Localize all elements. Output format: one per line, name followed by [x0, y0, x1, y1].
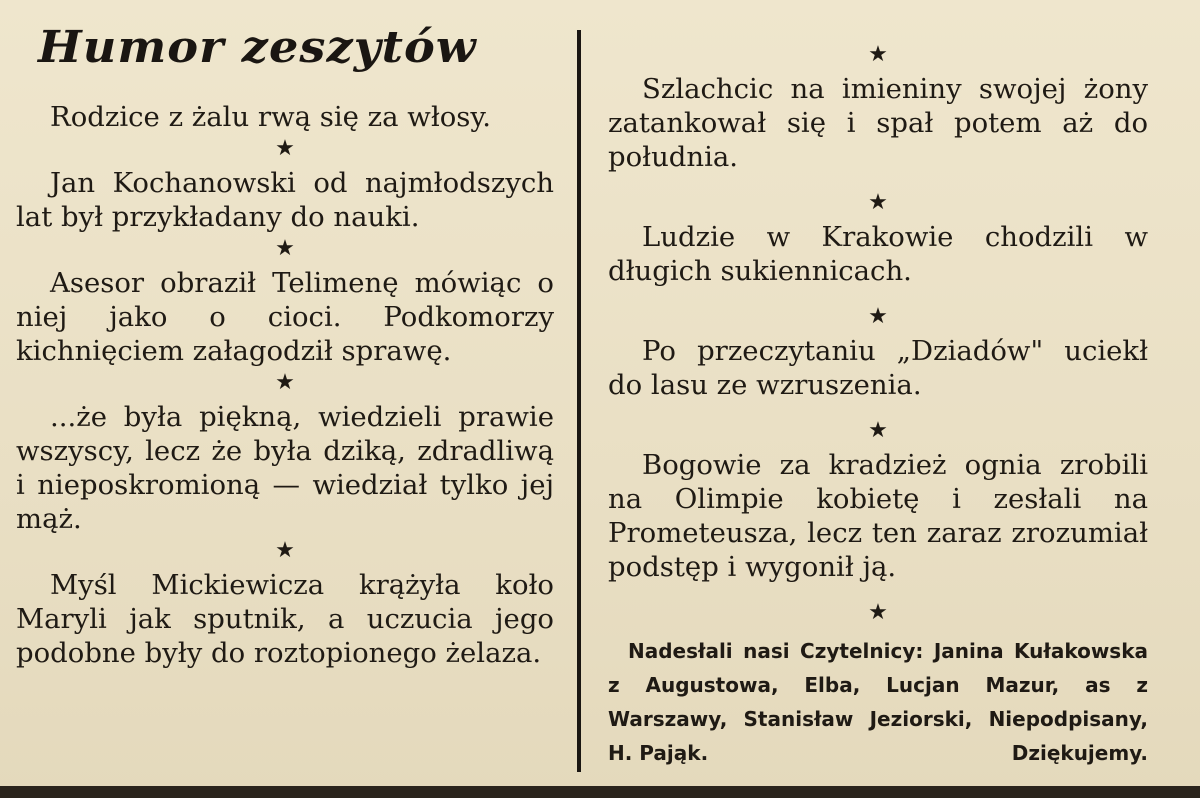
joke-paragraph: Szlachcic na imieniny swojej żony zatankował się i spał potem aż do południa.: [608, 73, 1148, 173]
bottom-border: [0, 786, 1200, 798]
star-separator: ★: [868, 42, 888, 67]
right-column: [608, 40, 1148, 770]
star-separator: ★: [275, 538, 295, 563]
joke-paragraph: Ludzie w Krakowie chodzili w długich sukiennicach.: [608, 221, 1148, 287]
star-separator: ★: [868, 190, 888, 215]
credits-thanks: Dziękujemy.: [1011, 741, 1148, 765]
joke-paragraph: Rodzice z żalu rwą się za włosy.: [50, 101, 492, 133]
star-separator: ★: [275, 370, 295, 395]
joke-paragraph: Bogowie za kradzież ognia zrobili na Olimpie kobietę i zesłali na Prometeusza, lecz ten zaraz zrozumiał podstęp i wygonił ją.: [608, 449, 1148, 583]
joke-paragraph: Myśl Mickiewicza krążyła koło Maryli jak sputnik, a uczucia jego podobne były do roztopionego żelaza.: [16, 569, 554, 669]
star-separator: ★: [868, 304, 888, 329]
joke-paragraph: Jan Kochanowski od najmłodszych lat był przykładany do nauki.: [16, 167, 554, 233]
reader-credits: [608, 634, 1148, 770]
column-divider: [577, 30, 581, 772]
star-separator: ★: [275, 136, 295, 161]
star-separator: ★: [868, 600, 888, 625]
article-title: Humor zeszytów: [38, 22, 477, 73]
star-separator: ★: [275, 236, 295, 261]
left-column: [16, 100, 554, 670]
joke-paragraph: Asesor obraził Telimenę mówiąc o niej jako o cioci. Podkomorzy kichnięciem załagodził sprawę.: [16, 267, 554, 367]
credits-names: Janina Kułakowska z Augustowa, Elba, Lucjan Mazur, as z Warszawy, Stanisław Jeziorski, Niepodpisany, H. Pająk.: [608, 639, 1149, 765]
star-separator: ★: [868, 418, 888, 443]
joke-paragraph: Po przeczytaniu „Dziadów" uciekł do lasu ze wzruszenia.: [608, 335, 1148, 401]
joke-paragraph: ...że była piękną, wiedzieli prawie wszyscy, lecz że była dziką, zdradliwą i nieposkromioną — wiedział tylko jej mąż.: [16, 401, 554, 535]
credits-lead: Nadesłali nasi Czytelnicy:: [628, 639, 924, 663]
